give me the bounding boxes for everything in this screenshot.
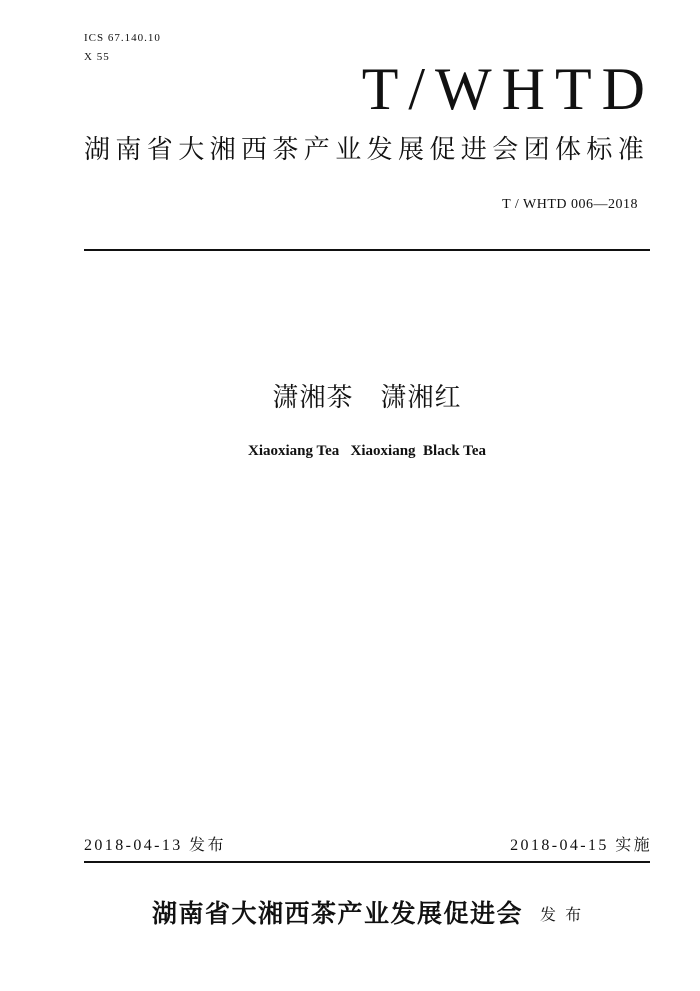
standard-number: T / WHTD 006—2018 (502, 197, 638, 212)
ccs-code: X 55 (84, 51, 110, 63)
issuing-organization: 湖南省大湘西茶产业发展促进会 (152, 899, 524, 928)
implementation-date: 2018-04-15 实施 (510, 837, 652, 854)
publish-date: 2018-04-13 发布 (84, 837, 226, 854)
standard-code-mark: T/WHTD (361, 56, 655, 122)
issue-action-label: 发 布 (540, 905, 584, 924)
document-title-english: Xiaoxiang Tea Xiaoxiang Black Tea (248, 443, 486, 459)
document-title-chinese: 潇湘茶 潇湘红 (272, 383, 462, 413)
organization-standard-title: 湖南省大湘西茶产业发展促进会团体标准 (84, 135, 650, 165)
bottom-divider (84, 861, 650, 863)
top-divider (84, 249, 650, 251)
ics-code: ICS 67.140.10 (84, 32, 161, 44)
